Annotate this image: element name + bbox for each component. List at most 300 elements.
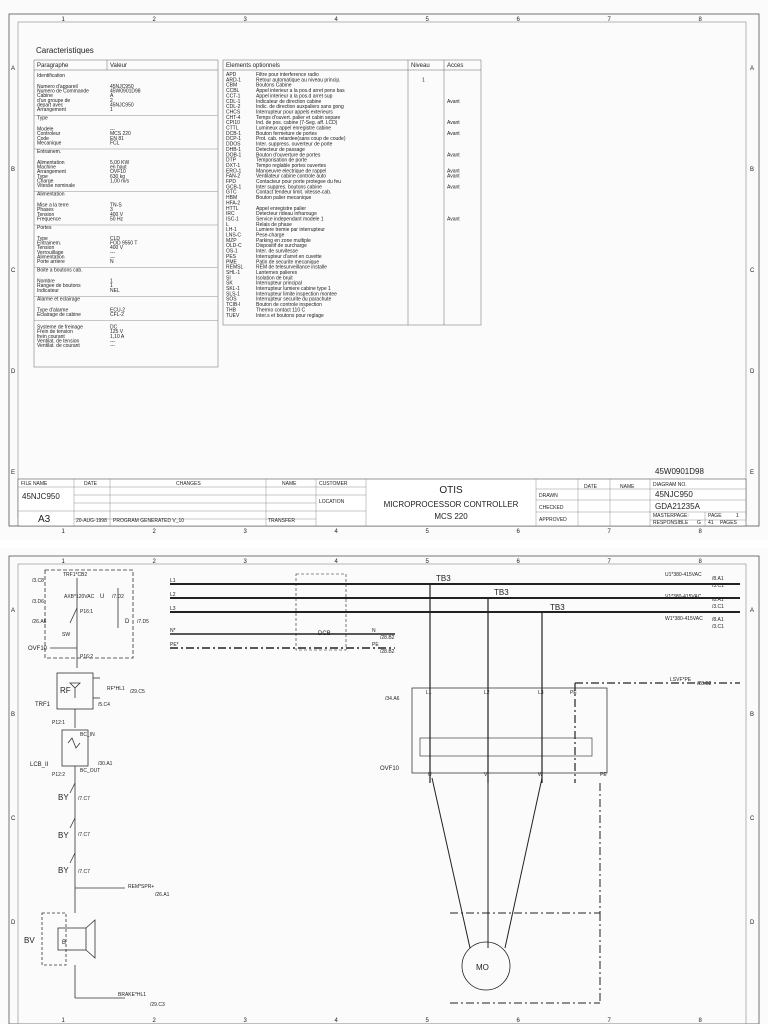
section-title: Identification [37, 73, 66, 79]
row-label: Cabine [37, 93, 53, 100]
svg-text:TRF1: TRF1 [35, 702, 50, 708]
svg-text:PAGE: PAGE [708, 513, 722, 519]
row-value: --- [110, 338, 115, 345]
svg-text:SW: SW [62, 632, 71, 638]
option-description: Patin de securite mecanique [256, 259, 320, 266]
svg-text:REM*SPR+: REM*SPR+ [128, 884, 155, 890]
row-label: Phases [37, 207, 54, 214]
row-label: d'un groupe de [37, 97, 71, 104]
row-value: --- [110, 249, 115, 256]
column-marker-7: 7 [607, 559, 611, 565]
svg-text:RESPONSIBLE: RESPONSIBLE [653, 520, 689, 526]
row-label: frein courant [37, 333, 65, 340]
option-description: Pese-charge [256, 232, 285, 239]
option-code: CHT-4 [226, 114, 241, 121]
svg-text:BV: BV [24, 936, 35, 945]
option-code: THB [226, 307, 236, 314]
option-description: Temporisation de porte [256, 157, 307, 164]
svg-text:BY: BY [58, 793, 69, 802]
row-value: 45NJC950 [110, 102, 134, 109]
option-code: PME [226, 259, 237, 266]
svg-text:/3.C8: /3.C8 [32, 578, 44, 584]
option-description: Interrupteur limite inspection montee [256, 291, 337, 298]
svg-text:41: 41 [708, 520, 714, 526]
row-label: Numero de Commande [37, 88, 89, 95]
diagram-number-2: GDA21235A [655, 502, 700, 511]
option-description: Inter. de survitesse [256, 248, 298, 255]
svg-text:/3.C1: /3.C1 [712, 604, 724, 610]
svg-text:/3.C1: /3.C1 [712, 624, 724, 630]
svg-text:/30.A1: /30.A1 [98, 761, 113, 767]
column-marker-bottom-5: 5 [425, 529, 429, 535]
option-code: GTC [226, 189, 237, 196]
row-value: 1,10 A [110, 333, 125, 340]
row-label: Arrangement [37, 169, 66, 176]
row-label: Type [37, 236, 48, 242]
row-value: DC [110, 324, 118, 331]
option-code: LNS-C [226, 232, 242, 239]
svg-text:L1: L1 [426, 690, 432, 696]
svg-text:PE*: PE* [170, 642, 179, 648]
section-title: Entrainem. [37, 149, 62, 155]
svg-text:V1*380-415VAC: V1*380-415VAC [665, 594, 702, 600]
option-code: DXT-1 [226, 162, 241, 169]
option-code: CTTL [226, 125, 239, 132]
row-value: A [110, 93, 114, 100]
row-value: CFL-2 [110, 312, 124, 318]
option-description: Appel enregistre palier [256, 205, 307, 212]
row-label: Arrangement [37, 107, 66, 113]
option-code: FAN-2 [226, 173, 241, 180]
svg-text:OVF10: OVF10 [380, 766, 400, 772]
diagram-number-1: 45NJC950 [655, 490, 693, 499]
option-code: PES [226, 253, 237, 260]
svg-text:W: W [538, 772, 543, 778]
row-marker-right-A: A [750, 608, 755, 614]
section-title: Boite a boutons cab. [37, 267, 83, 274]
row-value: 400 V [110, 211, 124, 218]
row-label: Systeme de freinage [37, 324, 83, 331]
svg-text:P12:2: P12:2 [52, 772, 66, 778]
svg-text:BC_IN: BC_IN [80, 732, 95, 738]
svg-text:/26.A6: /26.A6 [32, 619, 47, 625]
option-code: LH-1 [226, 227, 237, 234]
option-code: TUEV [226, 312, 240, 319]
svg-text:P12:1: P12:1 [52, 720, 66, 726]
svg-text:BRAKE*HL1: BRAKE*HL1 [118, 992, 147, 998]
row-value: 2 [110, 97, 113, 104]
option-description: Inter suppres. boutons cabine [256, 184, 322, 191]
row-value: 1 [110, 283, 113, 290]
row-label: Nombre [37, 278, 55, 285]
svg-text:/28.B2: /28.B2 [380, 649, 395, 655]
option-code: CHCS [226, 109, 241, 116]
row-value: 3 [110, 207, 113, 214]
svg-text:CUSTOMER: CUSTOMER [319, 481, 348, 487]
option-level: 1 [422, 77, 425, 84]
svg-text:BY: BY [58, 831, 69, 840]
column-marker-1: 1 [61, 17, 65, 23]
svg-text:/5.C4: /5.C4 [98, 702, 110, 708]
row-label: Porte arriere [37, 259, 65, 265]
header-acces: Acces [447, 63, 464, 69]
row-value: MCS 220 [110, 131, 131, 138]
option-code: IRC [226, 211, 235, 218]
option-code: SOS [226, 296, 237, 303]
svg-text:TRANSFER: TRANSFER [268, 518, 295, 524]
option-access: Avant [447, 184, 460, 191]
option-code: L [226, 221, 229, 228]
option-code: CCT-1 [226, 93, 241, 100]
option-code: ARD-1 [226, 77, 242, 84]
column-marker-bottom-7: 7 [607, 1018, 611, 1024]
row-value: FCL [110, 140, 120, 147]
row-value: 400 V [110, 245, 124, 252]
svg-text:U: U [100, 594, 105, 600]
column-marker-7: 7 [607, 17, 611, 23]
svg-text:/7.D5: /7.D5 [137, 619, 149, 625]
option-description: Bouton fermeture de portes [256, 130, 317, 137]
option-description: Prot. cab. retardee(sans coup de coude) [256, 136, 346, 143]
svg-text:P16:2: P16:2 [80, 654, 94, 660]
option-code: GCB-1 [226, 184, 242, 191]
svg-text:/7.C7: /7.C7 [78, 869, 90, 875]
option-description: Bouton de controle inspection [256, 302, 322, 309]
option-description: Interrupteur pour appels exterieurs [256, 109, 333, 116]
svg-text:TB3: TB3 [494, 588, 509, 597]
svg-text:P16:1: P16:1 [80, 609, 94, 615]
row-marker-right-C: C [750, 816, 755, 822]
svg-text:APPROVED: APPROVED [539, 517, 567, 523]
option-access: Avant [447, 173, 460, 180]
svg-text:L3: L3 [170, 606, 176, 612]
row-label: Frein de tension [37, 329, 73, 336]
svg-text:/28.B2: /28.B2 [697, 681, 712, 687]
svg-text:CHECKED: CHECKED [539, 505, 564, 511]
svg-text:L2: L2 [484, 690, 490, 696]
svg-text:DIAGRAM NO.: DIAGRAM NO. [653, 482, 687, 488]
sheet-title: Caracteristiques [36, 46, 94, 55]
option-code: CPI10 [226, 120, 240, 127]
svg-text:/7.D2: /7.D2 [112, 594, 124, 600]
sheet-size: A3 [38, 514, 51, 525]
option-description: Manoeuvre electrique de rappel [256, 168, 327, 175]
svg-text:/28.B2: /28.B2 [380, 635, 395, 641]
row-label: Frequence [37, 216, 61, 223]
row-label: Indicateur [37, 287, 59, 294]
row-value: 1 [110, 107, 113, 113]
option-description: Appel interieur a la pos.d arret sup [256, 93, 333, 100]
option-description: Interrupteur d'arret en cuvette [256, 253, 322, 260]
option-access: Avant [447, 130, 460, 137]
svg-text:PE: PE [600, 772, 607, 778]
column-marker-bottom-4: 4 [334, 529, 338, 535]
svg-text:/7.C7: /7.C7 [78, 796, 90, 802]
option-code: FPD [226, 179, 236, 185]
column-marker-bottom-2: 2 [152, 529, 156, 535]
svg-text:RF: RF [60, 686, 71, 695]
row-value: EN 81 [110, 135, 124, 142]
column-marker-6: 6 [516, 17, 520, 23]
row-marker-right-B: B [750, 167, 755, 173]
row-label: Mecanique [37, 140, 62, 147]
option-description: Retour automatique au niveau princip. [256, 77, 341, 84]
row-marker-right-A: A [750, 66, 755, 72]
option-description: Detecteur de passage [256, 146, 305, 153]
row-value: en haut [110, 164, 127, 171]
option-description: Service independant modele 1 [256, 216, 324, 223]
row-marker-C: C [11, 816, 16, 822]
svg-text:PE: PE [570, 690, 577, 696]
option-code: DTP [226, 157, 236, 164]
svg-text:N*: N* [170, 628, 176, 634]
column-marker-bottom-7: 7 [607, 529, 611, 535]
option-code: TCIB-I [226, 302, 241, 309]
column-marker-3: 3 [243, 17, 247, 23]
column-marker-bottom-5: 5 [425, 1018, 429, 1024]
svg-text:LCB_II: LCB_II [30, 762, 49, 768]
row-value: ECU-2 [110, 307, 126, 314]
schematic-sheet-2 [0, 548, 768, 1024]
row-value: --- [110, 343, 115, 349]
option-description: Interrupteur securite du parachute [256, 296, 332, 303]
svg-text:DATE: DATE [84, 481, 97, 487]
svg-text:LSVF*PE: LSVF*PE [670, 677, 692, 683]
svg-text:FILE NAME: FILE NAME [21, 481, 48, 487]
option-code: DOB-1 [226, 152, 242, 159]
option-description: REM de telesurveillance installe [256, 264, 327, 271]
svg-text:U: U [428, 772, 432, 778]
svg-text:/26.A1: /26.A1 [155, 892, 170, 898]
row-value: 630 kg [110, 173, 126, 180]
svg-text:MO: MO [476, 963, 489, 972]
svg-text:NAME: NAME [282, 481, 297, 487]
option-code: CBM [226, 82, 238, 89]
svg-text:/29.C3: /29.C3 [150, 1002, 165, 1008]
option-access: Avant [447, 98, 460, 105]
row-marker-right-D: D [750, 920, 755, 926]
svg-text:/7.C7: /7.C7 [78, 832, 90, 838]
row-marker-D: D [11, 369, 16, 375]
option-description: Dispositif de surcharge [256, 243, 307, 250]
option-access: Avant [447, 168, 460, 175]
option-code: ERO-1 [226, 168, 242, 175]
svg-text:LOCATION: LOCATION [319, 499, 345, 505]
option-description: Relais de phase [256, 221, 292, 228]
option-code: HTTL [226, 205, 239, 212]
option-description: Appel interieur a la pos.d arret pens bas [256, 88, 345, 95]
row-label: depart avec [37, 102, 64, 109]
row-marker-right-E: E [750, 470, 755, 476]
svg-text:BY: BY [58, 866, 69, 875]
column-marker-4: 4 [334, 17, 338, 23]
row-value: TN-S [110, 202, 122, 209]
row-label: Ventilat. de tension [37, 338, 80, 345]
svg-text:OVF10: OVF10 [28, 646, 48, 652]
title-block [18, 479, 746, 526]
option-description: Inter.s et boutons pour reglage [256, 312, 324, 319]
header-niveau: Niveau [411, 63, 430, 69]
column-marker-bottom-2: 2 [152, 1018, 156, 1024]
option-code: SHL-1 [226, 269, 241, 276]
header-paragraphe: Paragraphe [37, 63, 69, 69]
column-marker-8: 8 [698, 17, 702, 23]
column-marker-3: 3 [243, 559, 247, 565]
option-code: REMSL [226, 264, 244, 271]
option-description: Filtre pour interference radio [256, 72, 319, 78]
option-access: Avant [447, 216, 460, 223]
row-value: 45W0901D98 [110, 88, 141, 95]
option-description: Ind. de pos. cabine (7-Seg. aff. LCD) [256, 120, 338, 127]
row-value: 125 V [110, 329, 124, 336]
product-name: MICROPROCESSOR CONTROLLER [383, 500, 519, 509]
svg-text:L3: L3 [538, 690, 544, 696]
row-label: Verrouillage [37, 249, 64, 256]
row-marker-right-D: D [750, 369, 755, 375]
section-title: Type [37, 115, 48, 122]
row-marker-right-B: B [750, 712, 755, 718]
svg-text:TB3: TB3 [550, 603, 565, 612]
column-marker-1: 1 [61, 559, 65, 565]
column-marker-2: 2 [152, 17, 156, 23]
svg-text:D: D [125, 619, 130, 625]
document-number: 45W0901D98 [655, 467, 704, 476]
row-label: Charge [37, 178, 54, 185]
row-label: Rangee de boutons [37, 283, 81, 290]
row-label: Numero d'appareil [37, 84, 78, 90]
row-value: --- [110, 254, 115, 261]
row-marker-E: E [11, 470, 16, 476]
svg-text:RF*HL1: RF*HL1 [107, 686, 125, 692]
svg-text:/3.C1: /3.C1 [712, 583, 724, 589]
row-value: NEL [110, 287, 120, 294]
svg-text:PE: PE [372, 642, 379, 648]
svg-text:/29.C5: /29.C5 [130, 689, 145, 695]
column-marker-bottom-3: 3 [243, 1018, 247, 1024]
svg-text:CHANGES: CHANGES [176, 481, 201, 487]
option-description: Parking en zone multiple [256, 237, 311, 244]
option-code: DHB-1 [226, 146, 242, 153]
svg-text:/8.A1: /8.A1 [712, 597, 724, 603]
row-label: Tension [37, 245, 55, 252]
option-description: Tempo reglable portes ouvertes [256, 162, 327, 169]
column-marker-bottom-8: 8 [698, 1018, 702, 1024]
row-label: Mise a la terre [37, 202, 69, 209]
row-value: 5,00 KW [110, 160, 130, 166]
row-value: --- [110, 126, 115, 133]
option-code: SKL-1 [226, 286, 240, 292]
option-code: DCP-1 [226, 136, 242, 143]
option-description: Bouton d'ouverture de portes [256, 152, 321, 159]
column-marker-bottom-4: 4 [334, 1018, 338, 1024]
option-description: Isolation de bruit [256, 275, 293, 282]
option-description: Ventilateur cabine controle auto [256, 173, 327, 180]
svg-text:TB3: TB3 [436, 574, 451, 583]
option-description: Lanternes palieres [256, 269, 298, 276]
row-marker-B: B [11, 712, 16, 718]
row-label: Machine [37, 164, 56, 171]
row-label: Controleur [37, 131, 61, 138]
column-marker-6: 6 [516, 559, 520, 565]
svg-text:DRAWN: DRAWN [539, 493, 558, 499]
option-description: Bouton palier mecanique [256, 195, 312, 202]
svg-text:20-AUG-1998: 20-AUG-1998 [76, 518, 107, 524]
row-label: Alimentation [37, 160, 65, 166]
svg-text:/8.A1: /8.A1 [712, 617, 724, 623]
option-code: SLS-1 [226, 291, 240, 298]
svg-text:TRF1*CB2: TRF1*CB2 [63, 572, 88, 578]
option-access: Avant [447, 152, 460, 159]
option-description: Inter. suppress. ouverteur de porte [256, 141, 333, 148]
option-code: APD [226, 72, 237, 78]
column-marker-5: 5 [425, 17, 429, 23]
option-description: Lumineux appel enregistre cabine [256, 125, 332, 132]
column-marker-2: 2 [152, 559, 156, 565]
svg-text:/8.A1: /8.A1 [712, 576, 724, 582]
model-name: MCS 220 [434, 512, 468, 521]
svg-text:PROGRAM GENERATED V_10: PROGRAM GENERATED V_10 [113, 518, 185, 524]
option-description: Indic. de direction auxpaliers sans gong [256, 104, 344, 111]
row-value: 1 [110, 278, 113, 285]
option-code: ISC-1 [226, 216, 239, 223]
file-name: 45NJC950 [22, 492, 60, 501]
header-valeur: Valeur [110, 63, 127, 69]
option-description: Interrupteur lumiere cabine type 1 [256, 286, 331, 292]
svg-text:MASTERPAGE:: MASTERPAGE: [653, 513, 689, 519]
svg-text:NAME: NAME [620, 484, 635, 490]
option-code: SK [226, 280, 233, 287]
option-description: Temps d'ouvert. palier et cabin separe [256, 114, 341, 121]
column-marker-bottom-6: 6 [516, 529, 520, 535]
row-value: 50 Hz [110, 216, 124, 223]
section-title: Alarme et eclairage [37, 296, 81, 303]
row-label: Entrainem. [37, 240, 62, 247]
option-code: DDOS [226, 141, 241, 148]
option-code: SI [226, 275, 231, 282]
svg-text:U1*380-415VAC: U1*380-415VAC [665, 572, 702, 578]
row-value: CLD [110, 236, 121, 242]
row-label: Type d'alarme [37, 307, 69, 314]
svg-text:1: 1 [736, 513, 739, 519]
row-marker-right-C: C [750, 268, 755, 274]
option-description: Contacteur pour porte protegee du feu [256, 179, 342, 185]
option-code: MZP [226, 237, 237, 244]
row-label: Modele [37, 126, 54, 133]
row-marker-B: B [11, 167, 16, 173]
svg-text:/3.D6: /3.D6 [32, 599, 44, 605]
column-marker-bottom-1: 1 [61, 1018, 65, 1024]
svg-text:L2: L2 [170, 592, 176, 598]
option-code: HBM [226, 195, 238, 202]
row-label: Code [37, 135, 49, 142]
option-code: CDL-1 [226, 98, 241, 105]
svg-text:V: V [484, 772, 488, 778]
row-marker-C: C [11, 268, 16, 274]
column-marker-bottom-3: 3 [243, 529, 247, 535]
column-marker-4: 4 [334, 559, 338, 565]
sheet-2-canvas [0, 548, 768, 1024]
svg-text:B: B [62, 940, 67, 946]
row-value: 45NJC950 [110, 84, 134, 90]
svg-text:/34.A6: /34.A6 [385, 696, 400, 702]
option-description: Interrupteur principal [256, 280, 302, 287]
company-name: OTIS [439, 485, 463, 496]
option-description: Contact tendeur limit. vitesse-cab. [256, 189, 332, 196]
svg-text:PAGES: PAGES [720, 520, 737, 526]
column-marker-5: 5 [425, 559, 429, 565]
option-code: HFA-2 [226, 200, 241, 207]
row-value: 1,00 m/s [110, 178, 130, 185]
